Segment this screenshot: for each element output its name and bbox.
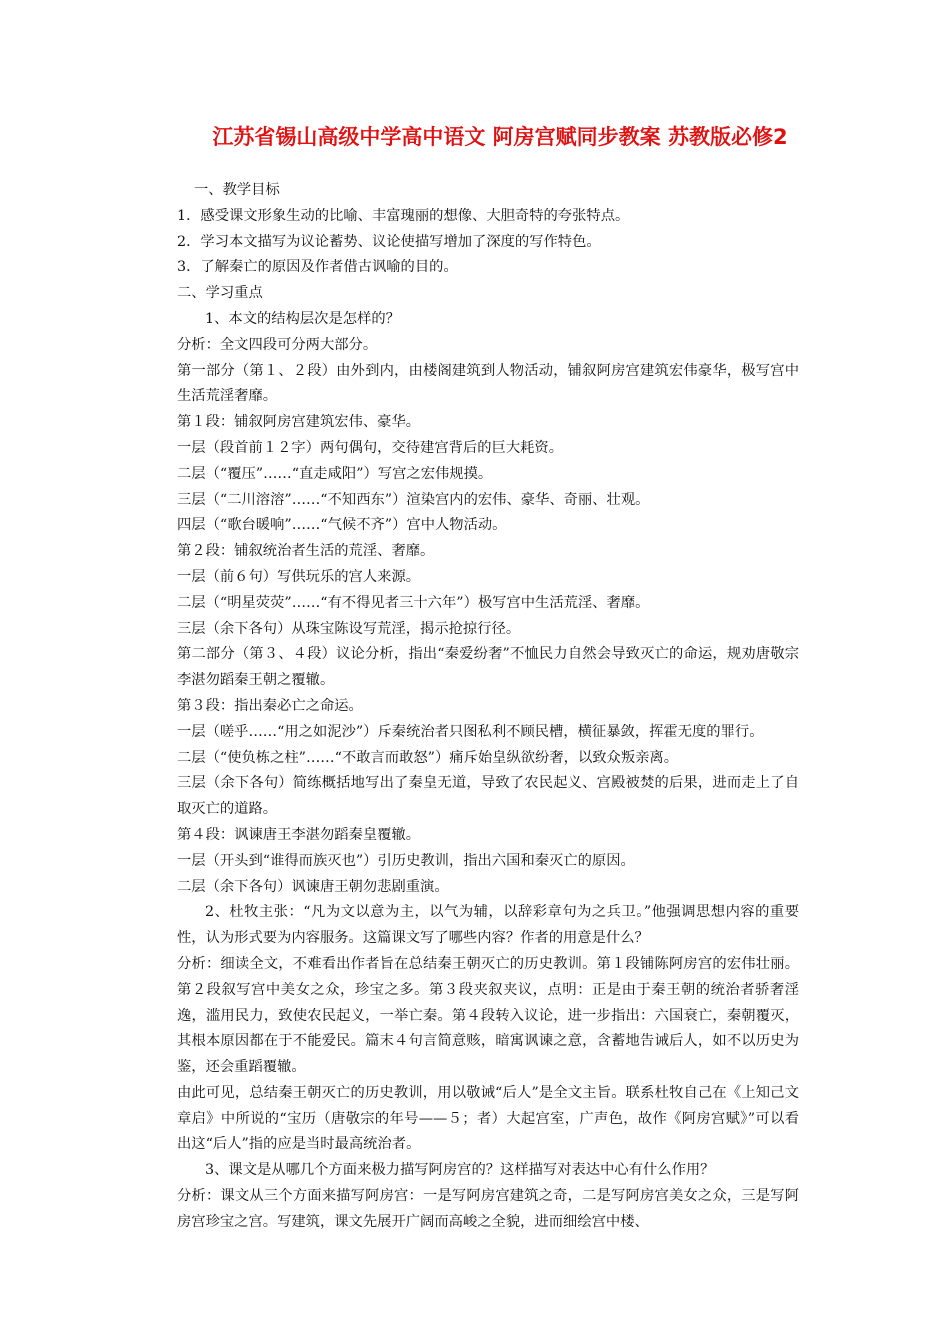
document-title: 江苏省锡山高级中学高中语文 阿房宫赋同步教案 苏教版必修2 <box>212 125 788 149</box>
paragraph: 分析：细读全文，不难看出作者旨在总结秦王朝灭亡的历史教训。第１段铺陈阿房宫的宏伟壮丽。第２段叙写宫中美女之众，珍宝之多。第３段夹叙夹议，点明：正是由于秦王朝的统治者骄奢淫逸，滥用民力，致使农民起义，一举亡秦。第４段转入议论，进一步指出：六国衰亡，秦朝覆灭，其根本原因都在于不能爱民。篇末４句言简意赅，暗寓讽谏之意，含蓄地告诫后人，如不以历史为鉴，还会重蹈覆辙。 <box>177 955 799 1076</box>
section-heading: 二、学习重点 <box>177 285 263 302</box>
paragraph: 一层（开头到“谁得而族灭也”）引历史教训，指出六国和秦灭亡的原因。 <box>177 852 635 869</box>
list-item: 3．了解秦亡的原因及作者借古讽喻的目的。 <box>177 259 458 276</box>
paragraph: 分析：全文四段可分两大部分。 <box>177 336 378 353</box>
paragraph: 一层（嗟乎……“用之如泥沙”）斥秦统治者只图私利不顾民槽，横征暴敛，挥霍无度的罪行。 <box>177 723 764 740</box>
paragraph: 四层（“歌台暖响”……“气候不齐”）宫中人物活动。 <box>177 517 507 534</box>
paragraph: 由此可见，总结秦王朝灭亡的历史教训，用以敬诫“后人”是全文主旨。联系杜牧自己在《上知己文章启》中所说的“宝历（唐敬宗的年号——５；者）大起宫室，广声色，故作《阿房宫赋》”可以看出这“后人”指的应是当时最高统治者。 <box>177 1084 799 1153</box>
paragraph: 分析：课文从三个方面来描写阿房宫：一是写阿房宫建筑之奇，二是写阿房宫美女之众，三是写阿房宫珍宝之宫。写建筑，课文先展开广阔而高峻之全貌，进而细绘宫中楼、 <box>177 1188 799 1230</box>
paragraph: 二层（余下各句）讽谏唐王朝勿悲剧重演。 <box>177 878 449 895</box>
paragraph: 第３段：指出秦必亡之命运。 <box>177 697 363 714</box>
paragraph: 第二部分（第３、４段）议论分析，指出“秦爱纷奢”不恤民力自然会导致灭亡的命运，规劝唐敬宗李湛勿蹈秦王朝之覆辙。 <box>177 646 799 689</box>
document-body <box>177 178 799 1236</box>
list-item: 2．学习本文描写为议论蓄势、议论使描写增加了深度的写作特色。 <box>177 233 601 250</box>
paragraph: 一层（段首前１２字）两句偶句，交待建宫背后的巨大耗资。 <box>177 439 564 456</box>
paragraph: 三层（余下各句）从珠宝陈设写荒淫，揭示抢掠行径。 <box>177 620 521 637</box>
list-item: 1．感受课文形象生动的比喻、丰富瑰丽的想像、大胆奇特的夸张特点。 <box>177 207 630 224</box>
paragraph: 第２段：铺叙统治者生活的荒淫、奢靡。 <box>177 543 435 560</box>
question: 2、杜牧主张：“凡为文以意为主，以气为辅，以辞彩章句为之兵卫。”他强调思想内容的重要性，认为形式要为内容服务。这篇课文写了哪些内容？作者的用意是什么？ <box>177 904 799 947</box>
question: 1、本文的结构层次是怎样的？ <box>205 310 400 327</box>
paragraph: 二层（“覆压”……“直走咸阳”）写宫之宏伟规摸。 <box>177 465 493 482</box>
paragraph: 三层（“二川溶溶”……“不知西东”）渲染宫内的宏伟、豪华、奇丽、壮观。 <box>177 491 650 508</box>
paragraph: 第１段：铺叙阿房宫建筑宏伟、豪华。 <box>177 414 421 431</box>
question: 3、课文是从哪几个方面来极力描写阿房宫的？这样描写对表达中心有什么作用？ <box>205 1162 715 1179</box>
paragraph: 第一部分（第１、２段）由外到内，由楼阁建筑到人物活动，铺叙阿房宫建筑宏伟豪华，极写宫中生活荒淫奢靡。 <box>177 362 799 405</box>
paragraph: 二层（“使负栋之柱”……“不敢言而敢怒”）痛斥始皇纵欲纷奢，以致众叛亲离。 <box>177 749 679 766</box>
paragraph: 一层（前６句）写供玩乐的宫人来源。 <box>177 568 421 585</box>
paragraph: 三层（余下各句）简练概括地写出了秦皇无道，导致了农民起义、宫殿被焚的后果，进而走上了自取灭亡的道路。 <box>177 775 799 818</box>
section-heading: 一、教学目标 <box>194 182 280 198</box>
paragraph: 二层（“明星荧荧”……“有不得见者三十六年”）极写宫中生活荒淫、奢靡。 <box>177 594 650 611</box>
paragraph: 第４段：讽谏唐王李湛勿蹈秦皇覆辙。 <box>177 826 421 843</box>
